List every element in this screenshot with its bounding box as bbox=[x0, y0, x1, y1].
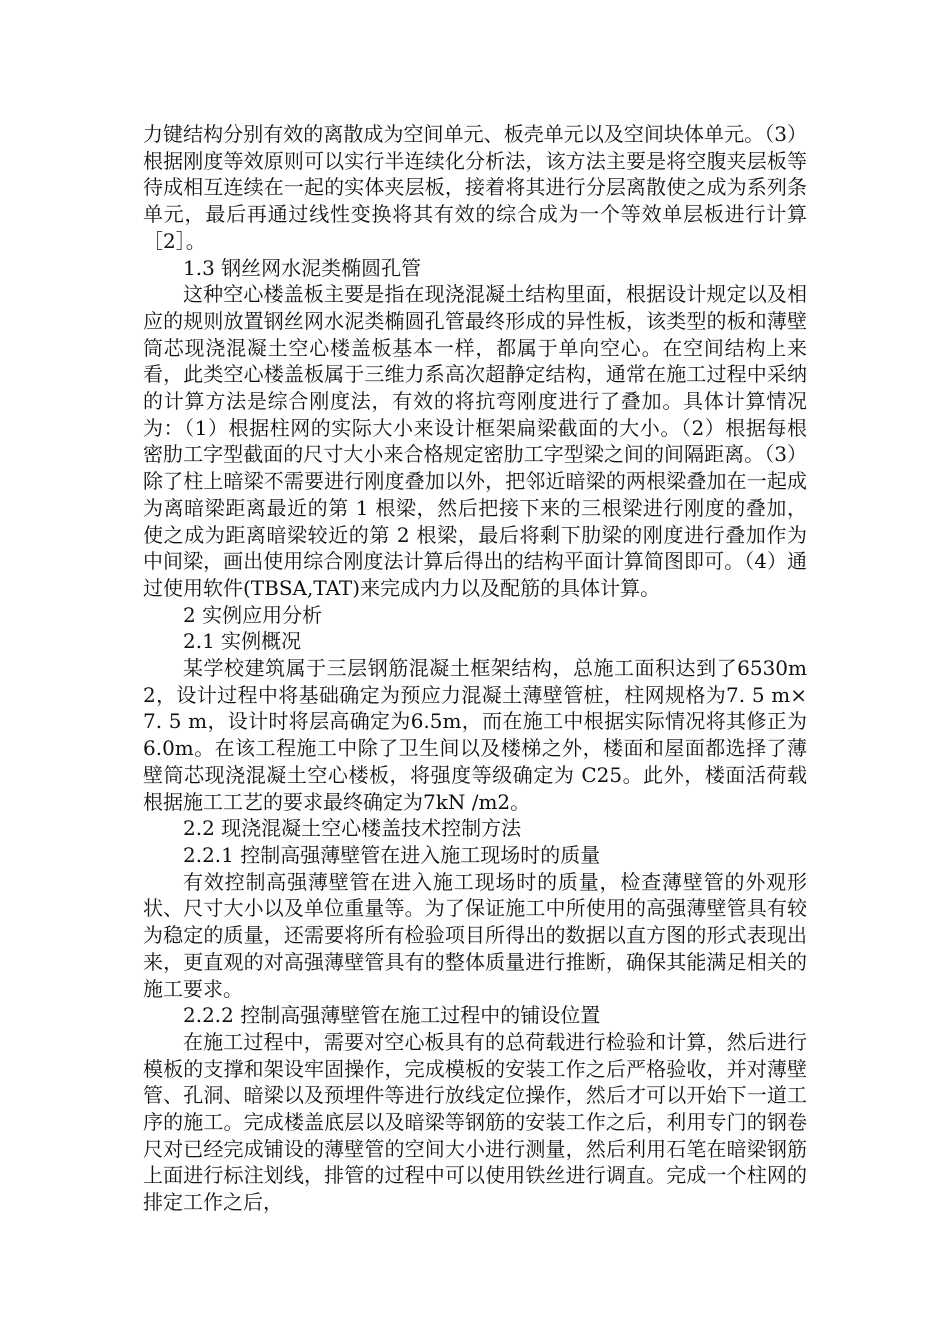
section-heading-2-2-2: 2.2.2 控制高强薄壁管在施工过程中的铺设位置 bbox=[183, 1003, 601, 1028]
paragraph-body: 这种空心楼盖板主要是指在现浇混凝土结构里面，根据设计规定以及相应的规则放置钢丝网水泥类椭圆孔管最终形成的异性板，该类型的板和薄壁筒芯现浇混凝土空心楼盖板基本一样，都属于单向空心。在空间结构上来看，此类空心楼盖板属于三维力系高次超静定结构，通常在施工过程中采纳的计算方法是综合刚度法，有效的将抗弯刚度进行了叠加。具体计算情况为：（1）根据柱网的实际大小来设计框架扁梁截面的大小。（2）根据每根密肋工字型截面的尺寸大小来合格规定密肋工字型梁之间的间隔距离。（3）除了柱上暗梁不需要进行刚度叠加以外，把邻近暗梁的两根梁叠加在一起成为离暗梁距离最近的第 1 根梁，然后把接下来的三根梁进行刚度的叠加，使之成为距离暗梁较近的第 2 根梁，最后将剩下肋梁的刚度进行叠加作为中间梁，画出使用综合刚度法计算后得出的结构平面计算简图即可。（4）通过使用软件(TBSA,TAT)来完成内力以及配筋的具体计算。 bbox=[143, 282, 807, 600]
section-heading-1-3: 1.3 钢丝网水泥类椭圆孔管 bbox=[183, 255, 422, 280]
paragraph-body: 有效控制高强薄壁管在进入施工现场时的质量，检查薄壁管的外观形状、尺寸大小以及单位重量等。为了保证施工中所使用的高强薄壁管具有较为稳定的质量，还需要将所有检验项目所得出的数据以直方图的形式表现出来，更直观的对高强薄壁管具有的整体质量进行推断，确保其能满足相关的施工要求。 bbox=[143, 869, 807, 1001]
paragraph-body: 在施工过程中，需要对空心板具有的总荷载进行检验和计算，然后进行模板的支撑和架设牢固操作，完成模板的安装工作之后严格验收，并对薄壁管、孔洞、暗梁以及预埋件等进行放线定位操作，然后才可以开始下一道工序的施工。完成楼盖底层以及暗梁等钢筋的安装工作之后，利用专门的钢卷尺对已经完成铺设的薄壁管的空间大小进行测量，然后利用石笔在暗梁钢筋上面进行标注划线，排管的过程中可以使用铁丝进行调直。完成一个柱网的排定工作之后， bbox=[143, 1029, 807, 1215]
section-heading-2-1: 2.1 实例概况 bbox=[183, 629, 302, 654]
section-heading-2-2-1: 2.2.1 控制高强薄壁管在进入施工现场时的质量 bbox=[183, 842, 601, 867]
paragraph-body: 某学校建筑属于三层钢筋混凝土框架结构，总施工面积达到了6530m2，设计过程中将基础确定为预应力混凝土薄壁管桩，柱网规格为7. 5 m×7. 5 m，设计时将层高确定为6.5m，而在施工中根据实际情况将其修正为6.0m。在该工程施工中除了卫生间以及楼梯之外，楼面和屋面都选择了薄壁筒芯现浇混凝土空心楼板，将强度等级确定为 C25。此外，楼面活荷载根据施工工艺的要求最终确定为7kN /m2。 bbox=[143, 656, 807, 814]
document-page bbox=[143, 121, 807, 1216]
section-heading-2-2: 2.2 现浇混凝土空心楼盖技术控制方法 bbox=[183, 816, 522, 841]
paragraph-continuation: 力键结构分别有效的离散成为空间单元、板壳单元以及空间块体单元。（3）根据刚度等效原则可以实行半连续化分析法，该方法主要是将空腹夹层板等待成相互连续在一起的实体夹层板，接着将其进行分层离散使之成为系列条单元，最后再通过线性变换将其有效的综合成为一个等效单层板进行计算［2］。 bbox=[143, 122, 807, 253]
section-heading-2: 2 实例应用分析 bbox=[183, 602, 323, 627]
